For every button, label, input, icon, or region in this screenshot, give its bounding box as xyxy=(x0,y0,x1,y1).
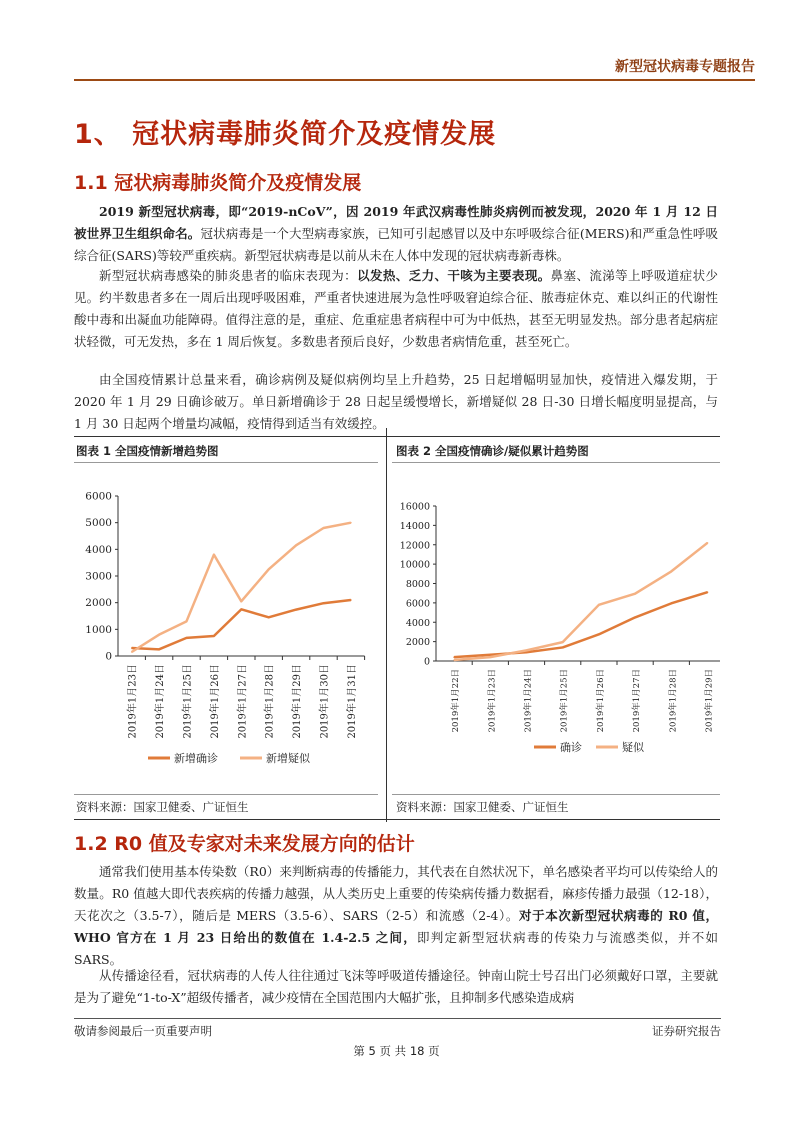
x-tick-label: 2019年1月22日 xyxy=(451,669,462,733)
x-tick-label: 2019年1月26日 xyxy=(595,669,606,733)
series-line-疑似 xyxy=(454,543,707,660)
x-tick-label: 2019年1月29日 xyxy=(292,664,304,739)
data-point-新增疑似 xyxy=(158,634,160,636)
series-line-新增疑似 xyxy=(132,523,351,652)
x-tick-label: 2019年1月23日 xyxy=(127,664,139,739)
figure-bottom-rule xyxy=(74,819,720,820)
data-point-确诊 xyxy=(598,634,600,636)
figure-1-title: 图表 1 全国疫情新增趋势图 xyxy=(76,444,219,458)
figure-top-rule xyxy=(74,436,720,437)
y-tick-label: 8000 xyxy=(405,579,430,590)
paragraph-symptoms-rest: 鼻塞、流涕等上呼吸道症状少见。约半数患者多在一周后出现呼吸困难，严重者快速进展为急性呼吸窘迫综合征、脓毒症休克、难以纠正的代谢性酸中毒和出凝血功能障碍。值得注意的是，重症、危重症患者病程中可为中低热，甚至无明显发热。部分患者起病症状轻微，可无发热，多在 1 周后恢复。多数患者预后良好，少数患者病情危重，甚至死亡。 xyxy=(74,268,718,349)
figure-2-source: 资料来源：国家卫健委、广证恒生 xyxy=(396,800,569,814)
figure-2-title-rule xyxy=(392,462,720,463)
x-tick-label: 2019年1月23日 xyxy=(487,669,498,733)
y-tick-label: 12000 xyxy=(399,540,430,552)
data-point-新增疑似 xyxy=(186,621,188,623)
x-tick-label: 2019年1月30日 xyxy=(319,664,331,739)
figure-2-source-rule xyxy=(392,794,720,795)
data-point-新增确诊 xyxy=(295,609,297,611)
data-point-疑似 xyxy=(562,641,564,643)
x-tick-label: 2019年1月29日 xyxy=(704,669,715,733)
series-line-新增确诊 xyxy=(132,600,351,649)
y-tick-label: 2000 xyxy=(405,637,430,649)
data-point-新增确诊 xyxy=(323,602,325,604)
x-tick-label: 2019年1月28日 xyxy=(668,669,679,733)
data-point-确诊 xyxy=(671,603,673,605)
figure-column-divider xyxy=(386,428,387,822)
data-point-疑似 xyxy=(453,659,455,661)
paragraph-r0-rest: 即判定新型冠状病毒的传染力与流感类似，并不如 SARS。 xyxy=(74,930,718,967)
y-tick-label: 4000 xyxy=(85,543,112,556)
figure-2-title: 图表 2 全国疫情确诊/疑似累计趋势图 xyxy=(396,444,589,458)
subsection-title-1-2: 1.2 R0 值及专家对未来发展方向的估计 xyxy=(74,833,415,855)
x-tick-label: 2019年1月24日 xyxy=(155,664,167,739)
section-title: 1、 冠状病毒肺炎简介及疫情发展 xyxy=(74,119,497,150)
data-point-疑似 xyxy=(598,604,600,606)
footer-divider xyxy=(74,1018,721,1019)
data-point-疑似 xyxy=(634,593,636,595)
legend-label: 新增疑似 xyxy=(266,752,310,765)
data-point-疑似 xyxy=(707,542,709,544)
data-point-疑似 xyxy=(526,650,528,652)
figure-1-source-rule xyxy=(74,794,378,795)
data-point-新增疑似 xyxy=(323,527,325,529)
data-point-疑似 xyxy=(490,656,492,658)
chart-cumulative-cases xyxy=(390,466,720,766)
data-point-确诊 xyxy=(526,651,528,653)
paragraph-symptoms-bold: 以发热、乏力、干咳为主要表现。 xyxy=(357,268,551,283)
footer-disclaimer: 敬请参阅最后一页重要声明 xyxy=(74,1024,212,1038)
data-point-确诊 xyxy=(562,647,564,649)
legend-label: 疑似 xyxy=(622,741,644,754)
subsection-title-1-1: 1.1 冠状病毒肺炎简介及疫情发展 xyxy=(74,172,362,194)
x-tick-label: 2019年1月31日 xyxy=(346,664,358,739)
data-point-新增确诊 xyxy=(131,647,133,649)
y-tick-label: 6000 xyxy=(85,490,112,503)
data-point-疑似 xyxy=(671,571,673,573)
legend-label: 确诊 xyxy=(560,741,582,754)
y-tick-label: 4000 xyxy=(405,617,430,629)
data-point-确诊 xyxy=(707,591,709,593)
x-tick-label: 2019年1月26日 xyxy=(209,664,221,739)
data-point-新增疑似 xyxy=(268,569,270,571)
figure-1-title-rule xyxy=(74,462,378,463)
data-point-确诊 xyxy=(453,656,455,658)
y-tick-label: 5000 xyxy=(85,517,112,530)
y-tick-label: 6000 xyxy=(405,598,430,610)
data-point-新增疑似 xyxy=(131,651,133,653)
paragraph-trend: 由全国疫情累计总量来看，确诊病例及疑似病例均呈上升趋势，25 日起增幅明显加快，疫情进入爆发期，于 2020 年 1 月 29 日确诊破万。单日新增确诊于 28 日起呈缓慢增长，新增疑似 28 日-30 日增长幅度明显提高，与 1 月 30 日起两个增量均减幅，疫情得到适当有效缓控。 xyxy=(74,372,718,431)
y-tick-label: 16000 xyxy=(399,501,430,513)
paragraph-intro-bold: 2019 新型冠状病毒，即“2019-nCoV”，因 2019 年武汉病毒性肺炎病例而被发现，2020 年 1 月 12 日被世界卫生组织命名。 xyxy=(74,204,718,241)
x-tick-label: 2019年1月27日 xyxy=(237,664,249,739)
data-point-新增确诊 xyxy=(268,617,270,619)
data-point-新增确诊 xyxy=(350,599,352,601)
chart-new-cases xyxy=(74,466,380,786)
paragraph-symptoms xyxy=(74,265,718,353)
legend-label: 新增确诊 xyxy=(174,752,218,765)
data-point-新增疑似 xyxy=(350,522,352,524)
data-point-确诊 xyxy=(634,617,636,619)
page-number: 第 5 页 共 18 页 xyxy=(353,1044,440,1058)
y-tick-label: 14000 xyxy=(399,520,430,532)
y-tick-label: 0 xyxy=(105,650,112,663)
header-divider xyxy=(74,79,755,81)
figure-1-source: 资料来源：国家卫健委、广证恒生 xyxy=(76,800,249,814)
paragraph-intro-rest: 冠状病毒是一个大型病毒家族，已知可引起感冒以及中东呼吸综合征(MERS)和严重急性呼吸综合征(SARS)等较严重疾病。新型冠状病毒是以前从未在人体中发现的冠状病毒新毒株。 xyxy=(74,226,718,263)
data-point-新增确诊 xyxy=(213,635,215,637)
x-tick-label: 2019年1月25日 xyxy=(559,669,570,733)
paragraph-r0-a: 通常我们使用基本传染数（R0）来判断病毒的传播能力，其代表在自然状况下，单名感染者平均可以传染给人的数量。R0 值越大即代表疾病的传播力越强，从人类历史上重要的传染病传播力数据看，麻疹传播力最强（12-18），天花次之（3.5-7），随后是 MERS（3.5-6）、SARS（2-5）和流感（2-4）。 xyxy=(74,864,718,923)
x-tick-label: 2019年1月27日 xyxy=(632,669,643,733)
y-tick-label: 10000 xyxy=(399,559,430,571)
x-tick-label: 2019年1月25日 xyxy=(182,664,194,739)
y-tick-label: 2000 xyxy=(85,597,112,610)
data-point-新增确诊 xyxy=(158,649,160,651)
data-point-新增疑似 xyxy=(295,545,297,547)
data-point-新增疑似 xyxy=(213,554,215,556)
y-tick-label: 0 xyxy=(423,656,430,668)
data-point-新增疑似 xyxy=(241,601,243,603)
data-point-确诊 xyxy=(490,654,492,656)
paragraph-r0 xyxy=(74,861,718,971)
data-point-新增确诊 xyxy=(186,637,188,639)
paragraph-r0-bold: 对于本次新型冠状病毒的 R0 值，WHO 官方在 1 月 23 日给出的数值在 1.4-2.5 之间， xyxy=(74,908,719,945)
y-tick-label: 3000 xyxy=(85,570,112,583)
report-header-title: 新型冠状病毒专题报告 xyxy=(615,59,755,75)
data-point-新增确诊 xyxy=(241,609,243,611)
footer-report-type: 证券研究报告 xyxy=(652,1024,721,1038)
x-tick-label: 2019年1月28日 xyxy=(264,664,276,739)
y-tick-label: 1000 xyxy=(85,623,112,636)
x-tick-label: 2019年1月24日 xyxy=(523,669,534,733)
paragraph-symptoms-a: 新型冠状病毒感染的肺炎患者的临床表现为： xyxy=(99,268,358,283)
paragraph-transmission: 从传播途径看，冠状病毒的人传人往往通过飞沫等呼吸道传播途径。钟南山院士号召出门必须戴好口罩，主要就是为了避免“1-to-X”超级传播者，减少疫情在全国范围内大幅扩张，且抑制多代感染造成病 xyxy=(74,968,718,1005)
paragraph-intro xyxy=(74,201,718,267)
